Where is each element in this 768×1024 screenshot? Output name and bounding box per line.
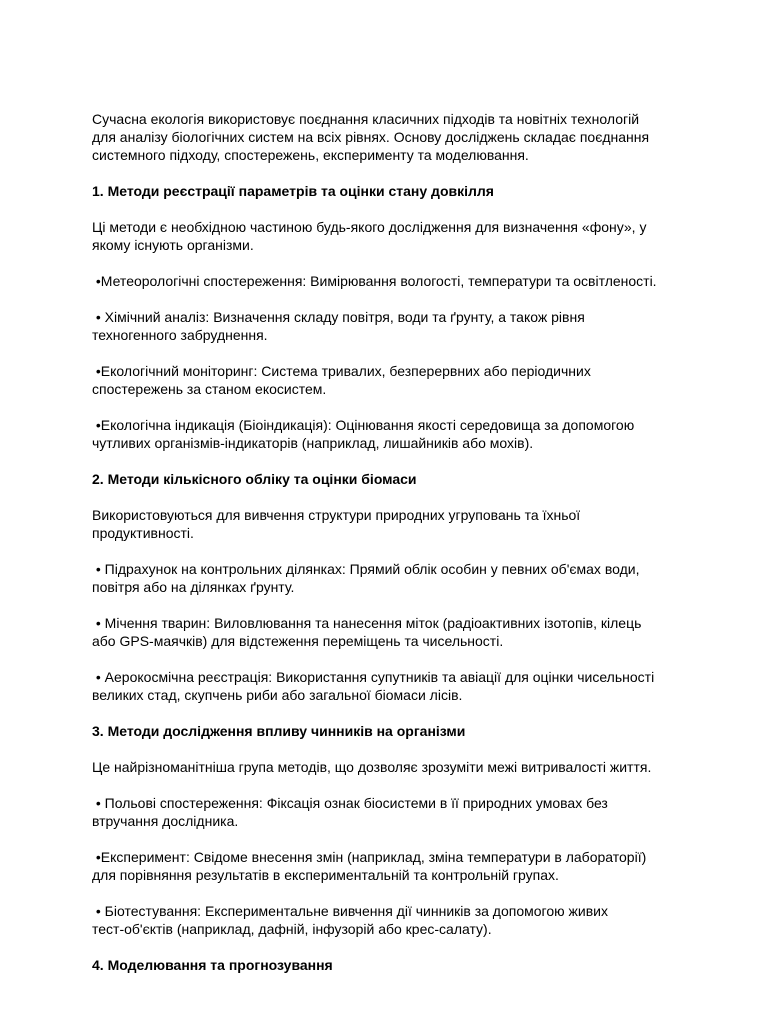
text-line: • Хімічний аналіз: Визначення складу повітря, води та ґрунту, а також рівня (92, 309, 585, 325)
text-line: техногенного забруднення. (92, 327, 268, 343)
list-item (92, 668, 682, 704)
text-line: великих стад, скупчень риби або загальної біомаси лісів. (92, 687, 463, 703)
text-line: Це найрізноманітніша група методів, що дозволяє зрозуміти межі витривалості життя. (92, 759, 652, 775)
text-line: • Мічення тварин: Виловлювання та нанесення міток (радіоактивних ізотопів, кілець (92, 615, 642, 631)
list-item (92, 362, 682, 398)
list-item (92, 848, 682, 884)
text-line: Ці методи є необхідною частиною будь-якого дослідження для визначення «фону», у (92, 219, 647, 235)
text-line: Сучасна екологія використовує поєднання класичних підходів та новітніх технологій (92, 111, 640, 127)
list-item (92, 560, 682, 596)
text-line: тест-об'єктів (наприклад, дафній, інфузорій або крес-салату). (92, 921, 492, 937)
text-line: •Екологічний моніторинг: Система тривалих, безперервних або періодичних (92, 363, 591, 379)
text-line: спостережень за станом екосистем. (92, 381, 327, 397)
text-line: для порівняння результатів в експериментальній та контрольній групах. (92, 867, 559, 883)
section-description (92, 218, 682, 254)
text-line: або GPS-маячків) для відстеження переміщень та чисельності. (92, 633, 504, 649)
text-line: втручання дослідника. (92, 813, 239, 829)
section-heading: 3. Методи дослідження впливу чинників на організми (92, 723, 466, 739)
section-description (92, 506, 682, 542)
list-item (92, 614, 682, 650)
text-line: • Біотестування: Експериментальне вивчення дії чинників за допомогою живих (92, 903, 608, 919)
text-line: якому існують організми. (92, 237, 254, 253)
list-item (92, 416, 682, 452)
section-description (92, 758, 682, 776)
text-line: • Аерокосмічна реєстрація: Використання супутників та авіації для оцінки чисельності (92, 669, 655, 685)
document-page (92, 110, 682, 992)
text-line: чутливих організмів-індикаторів (наприклад, лишайників або мохів). (92, 435, 534, 451)
list-item (92, 308, 682, 344)
text-line: • Польові спостереження: Фіксація ознак біосистеми в її природних умовах без (92, 795, 608, 811)
text-line: повітря або на ділянках ґрунту. (92, 579, 295, 595)
list-item (92, 272, 682, 290)
list-item (92, 902, 682, 938)
text-line: системного підходу, спостережень, експерименту та моделювання. (92, 147, 529, 163)
text-line: •Екологічна індикація (Біоіндикація): Оцінювання якості середовища за допомогою (92, 417, 635, 433)
section-heading: 1. Методи реєстрації параметрів та оцінки стану довкілля (92, 183, 494, 199)
text-line: •Експеримент: Свідоме внесення змін (наприклад, зміна температури в лабораторії) (92, 849, 647, 865)
text-line: •Метеорологічні спостереження: Вимірювання вологості, температури та освітленості. (92, 273, 657, 289)
text-line: продуктивності. (92, 525, 194, 541)
intro-paragraph (92, 110, 682, 164)
text-line: • Підрахунок на контрольних ділянках: Прямий облік особин у певних об'ємах води, (92, 561, 640, 577)
list-item (92, 794, 682, 830)
text-line: для аналізу біологічних систем на всіх рівнях. Основу досліджень складає поєднання (92, 129, 650, 145)
section-heading: 4. Моделювання та прогнозування (92, 957, 333, 973)
text-line: Використовуються для вивчення структури природних угруповань та їхньої (92, 507, 581, 523)
section-heading: 2. Методи кількісного обліку та оцінки біомаси (92, 471, 417, 487)
